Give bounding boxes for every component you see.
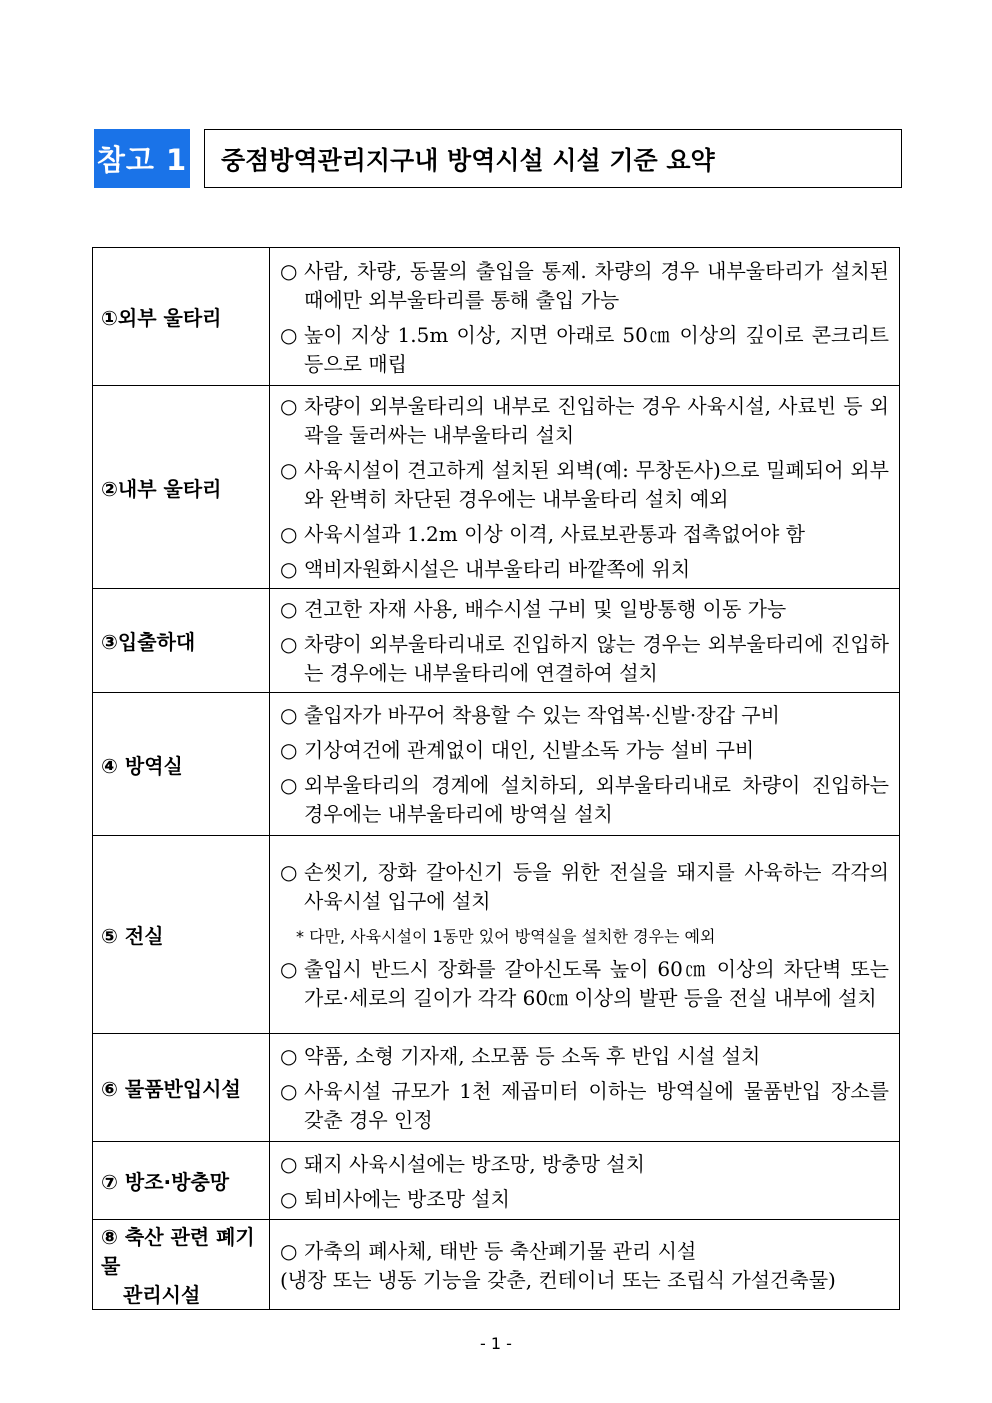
row-content: [270, 693, 900, 836]
row-label: ①외부 울타리: [93, 248, 270, 386]
list-item: ○ 약품, 소형 기자재, 소모품 등 소독 후 반입 시설 설치: [280, 1042, 889, 1071]
list-item: ○ 손씻기, 장화 갈아신기 등을 위한 전실을 돼지를 사육하는 각각의 사육시설 입구에 설치: [280, 858, 889, 916]
table-row: [93, 1220, 900, 1310]
row-content: [270, 1142, 900, 1220]
list-item: ○ 돼지 사육시설에는 방조망, 방충망 설치: [280, 1150, 889, 1179]
reference-badge: 참고 1: [94, 129, 190, 188]
row-label: ⑥ 물품반입시설: [93, 1034, 270, 1142]
row-content: [270, 1034, 900, 1142]
row-label: ④ 방역실: [93, 693, 270, 836]
table-row: [93, 836, 900, 1034]
document-header: [94, 129, 902, 188]
bullet-icon: ○: [280, 773, 298, 797]
list-item-note: (냉장 또는 냉동 기능을 갖춘, 컨테이너 또는 조립식 가설건축물): [280, 1267, 836, 1292]
list-item: ○ 퇴비사에는 방조망 설치: [280, 1185, 889, 1214]
list-item: ○ 견고한 자재 사용, 배수시설 구비 및 일방통행 이동 가능: [280, 595, 889, 624]
bullet-icon: ○: [280, 632, 298, 656]
row-content: [270, 386, 900, 589]
bullet-icon: ○: [280, 394, 298, 418]
bullet-icon: ○: [280, 1151, 298, 1176]
row-label-line: ⑧ 축산 관련 폐기물: [101, 1225, 255, 1278]
bullet-icon: ○: [280, 258, 298, 283]
footnote: * 다만, 사육시설이 1동만 있어 방역실을 설치한 경우는 예외: [296, 927, 716, 946]
bullet-icon: ○: [280, 458, 298, 482]
list-item: ○ 사육시설이 견고하게 설치된 외벽(예: 무창돈사)으로 밀폐되어 외부와 완벽히 차단된 경우에는 내부울타리 설치 예외: [280, 456, 889, 514]
table-row: [93, 589, 900, 693]
list-item: ○ 사육시설과 1.2m 이상 이격, 사료보관통과 접촉없어야 함: [280, 520, 889, 549]
list-item: ○ 출입시 반드시 장화를 갈아신도록 높이 60㎝ 이상의 차단벽 또는 가로·세로의 길이가 각각 60㎝ 이상의 발판 등을 전실 내부에 설치: [280, 955, 889, 1013]
list-item: ○ 높이 지상 1.5m 이상, 지면 아래로 50㎝ 이상의 깊이로 콘크리트 등으로 매립: [280, 321, 889, 379]
table-row: [93, 1034, 900, 1142]
row-content: [270, 1220, 900, 1310]
row-label: ②내부 울타리: [93, 386, 270, 589]
bullet-icon: ○: [280, 522, 298, 546]
row-content: [270, 248, 900, 386]
row-label: [93, 1220, 270, 1310]
list-item: ○ 액비자원화시설은 내부울타리 바깥쪽에 위치: [280, 555, 889, 584]
bullet-icon: ○: [280, 738, 298, 762]
bullet-icon: ○: [280, 1238, 298, 1263]
list-item: ○ 사람, 차량, 동물의 출입을 통제. 차량의 경우 내부울타리가 설치된 때에만 외부울타리를 통해 출입 가능: [280, 257, 889, 315]
bullet-icon: ○: [280, 557, 298, 581]
bullet-icon: ○: [280, 597, 298, 621]
bullet-icon: ○: [280, 860, 298, 884]
list-item: ○ 외부울타리의 경계에 설치하되, 외부울타리내로 차량이 진입하는 경우에는 내부울타리에 방역실 설치: [280, 771, 889, 829]
row-content: [270, 836, 900, 1034]
bullet-icon: ○: [280, 1044, 298, 1068]
bullet-icon: ○: [280, 1079, 298, 1103]
row-label: ⑦ 방조·방충망: [93, 1142, 270, 1220]
table-row: [93, 386, 900, 589]
table-row: [93, 1142, 900, 1220]
list-item: ○ 가축의 폐사체, 태반 등 축산폐기물 관리 시설: [280, 1237, 889, 1266]
bullet-icon: ○: [280, 322, 298, 347]
list-item: ○ 차량이 외부울타리내로 진입하지 않는 경우는 외부울타리에 진입하는 경우에는 내부울타리에 연결하여 설치: [280, 630, 889, 688]
row-label: ⑤ 전실: [93, 836, 270, 1034]
bullet-icon: ○: [280, 703, 298, 727]
row-content: [270, 589, 900, 693]
page-number: - 1 -: [480, 1334, 512, 1353]
table-row: [93, 693, 900, 836]
row-label: ③입출하대: [93, 589, 270, 693]
bullet-icon: ○: [280, 1186, 298, 1211]
list-item: ○ 차량이 외부울타리의 내부로 진입하는 경우 사육시설, 사료빈 등 외곽을 둘러싸는 내부울타리 설치: [280, 392, 889, 450]
row-label-line: 관리시설: [123, 1283, 201, 1307]
list-item: ○ 사육시설 규모가 1천 제곱미터 이하는 방역실에 물품반입 장소를 갖춘 경우 인정: [280, 1077, 889, 1135]
list-item: ○ 출입자가 바꾸어 착용할 수 있는 작업복·신발·장갑 구비: [280, 701, 889, 730]
document-title: 중점방역관리지구내 방역시설 시설 기준 요약: [204, 129, 902, 188]
list-item: ○ 기상여건에 관계없이 대인, 신발소독 가능 설비 구비: [280, 736, 889, 765]
table-row: [93, 248, 900, 386]
summary-table: [92, 247, 900, 1310]
bullet-icon: ○: [280, 957, 298, 981]
